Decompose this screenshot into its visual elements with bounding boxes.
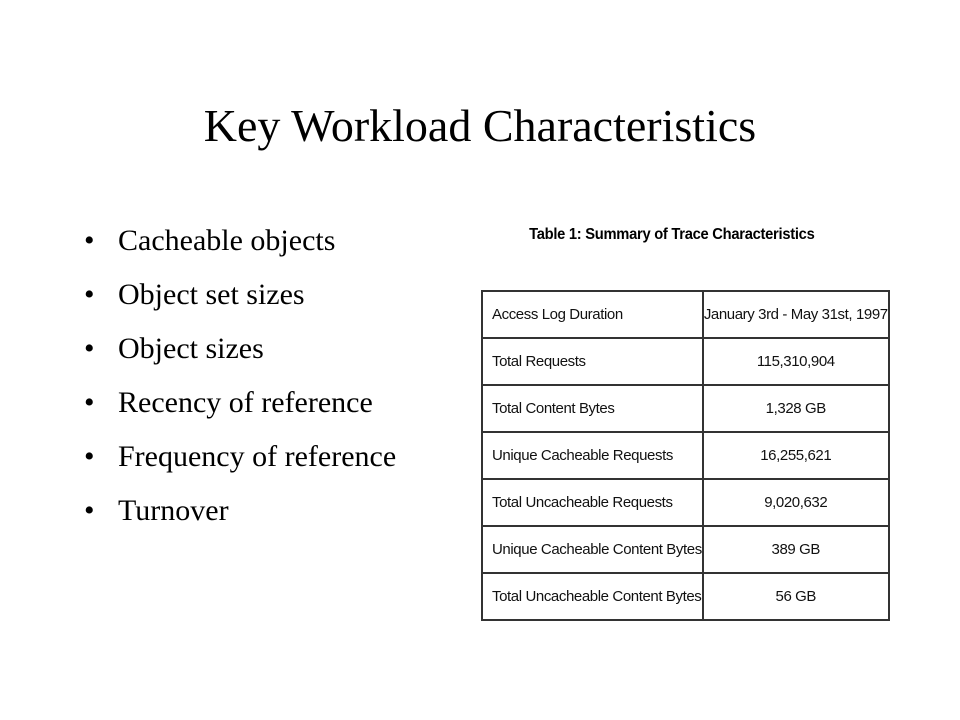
bullet-text: Frequency of reference	[118, 440, 397, 473]
row-value: 115,310,904	[703, 338, 889, 385]
table-row	[482, 573, 889, 620]
bullet-icon: •	[84, 440, 95, 473]
row-label: Access Log Duration	[482, 291, 703, 338]
bullet-icon: •	[84, 224, 95, 257]
bullet-item	[84, 430, 396, 484]
bullet-list	[84, 214, 396, 538]
bullet-item	[84, 214, 396, 268]
row-value: 16,255,621	[703, 432, 889, 479]
table-row	[482, 385, 889, 432]
row-label: Total Uncacheable Content Bytes	[482, 573, 703, 620]
row-label: Unique Cacheable Content Bytes	[482, 526, 703, 573]
bullet-text: Cacheable objects	[118, 224, 336, 257]
row-value: 9,020,632	[703, 479, 889, 526]
row-value: January 3rd - May 31st, 1997	[703, 291, 889, 338]
bullet-text: Turnover	[118, 494, 229, 527]
bullet-item	[84, 376, 396, 430]
row-label: Total Uncacheable Requests	[482, 479, 703, 526]
bullet-text: Recency of reference	[118, 386, 373, 419]
bullet-icon: •	[84, 386, 95, 419]
row-label: Total Requests	[482, 338, 703, 385]
bullet-item	[84, 322, 396, 376]
table-row	[482, 291, 889, 338]
bullet-icon: •	[84, 278, 95, 311]
row-value: 1,328 GB	[703, 385, 889, 432]
row-value: 56 GB	[703, 573, 889, 620]
bullet-item	[84, 484, 396, 538]
bullet-item	[84, 268, 396, 322]
bullet-icon: •	[84, 332, 95, 365]
table-row	[482, 526, 889, 573]
table-row	[482, 432, 889, 479]
table-row	[482, 338, 889, 385]
bullet-text: Object sizes	[118, 332, 264, 365]
row-label: Unique Cacheable Requests	[482, 432, 703, 479]
table-row	[482, 479, 889, 526]
row-label: Total Content Bytes	[482, 385, 703, 432]
bullet-icon: •	[84, 494, 95, 527]
slide-title: Key Workload Characteristics	[203, 100, 757, 151]
trace-characteristics-table	[481, 290, 890, 621]
row-value: 389 GB	[703, 526, 889, 573]
bullet-text: Object set sizes	[118, 278, 305, 311]
table-caption: Table 1: Summary of Trace Characteristics	[529, 226, 815, 243]
